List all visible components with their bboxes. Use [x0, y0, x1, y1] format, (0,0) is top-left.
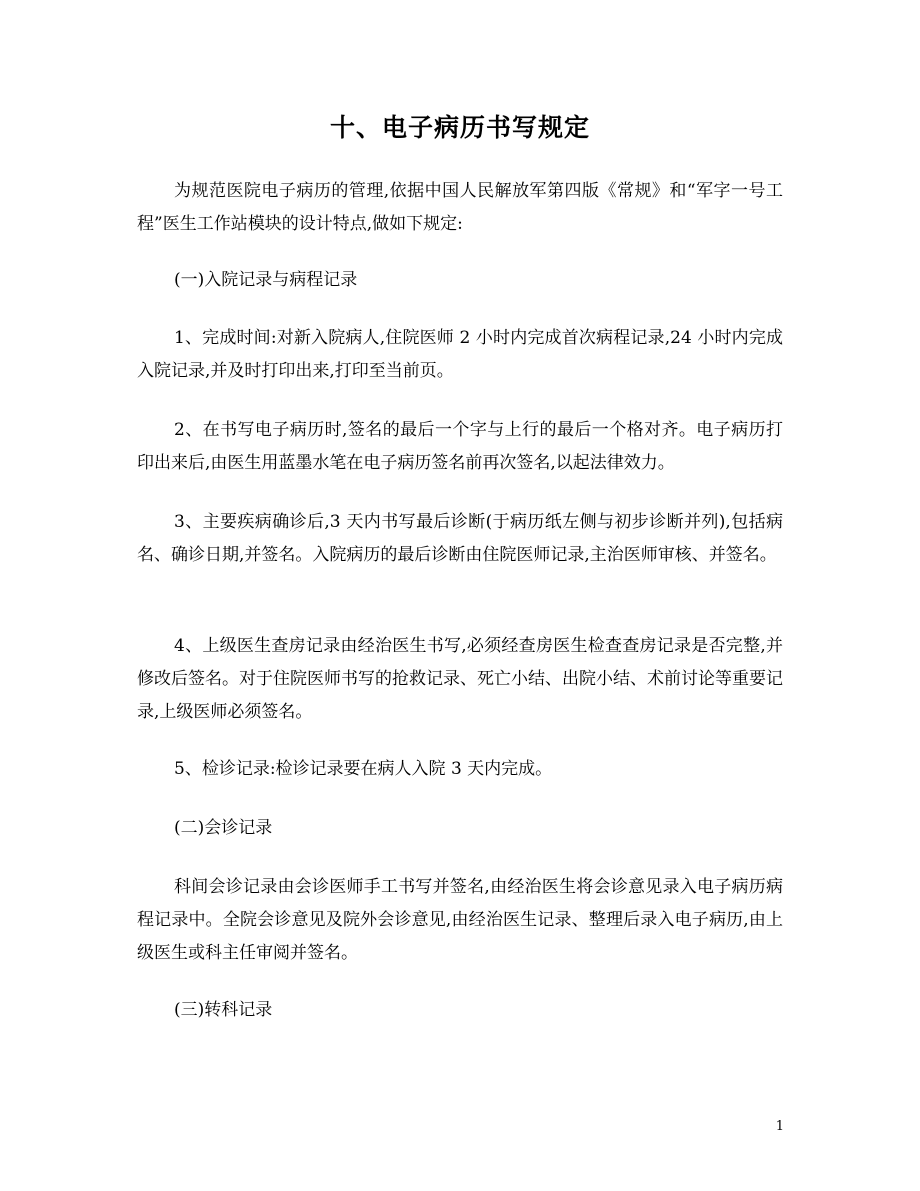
page-title: 十、电子病历书写规定	[329, 113, 590, 142]
rule-item-4: 4、上级医生查房记录由经治医生书写,必须经查房医生检查查房记录是否完整,并修改后签名。对于住院医师书写的抢救记录、死亡小结、出院小结、术前讨论等重要记录,上级医师必须签名。	[137, 636, 783, 722]
section-heading-consultation: (二)会诊记录	[174, 818, 273, 838]
intro-paragraph: 为规范医院电子病历的管理,依据中国人民解放军第四版《常规》和“军字一号工程”医生工作站模块的设计特点,做如下规定:	[137, 181, 783, 234]
rule-item-1: 1、完成时间:对新入院病人,住院医师 2 小时内完成首次病程记录,24 小时内完成入院记录,并及时打印出来,打印至当前页。	[137, 328, 783, 381]
rule-item-2: 2、在书写电子病历时,签名的最后一个字与上行的最后一个格对齐。电子病历打印出来后,由医生用蓝墨水笔在电子病历签名前再次签名,以起法律效力。	[137, 420, 783, 473]
section-heading-admission: (一)入院记录与病程记录	[174, 270, 358, 290]
section-heading-transfer: (三)转科记录	[174, 1000, 273, 1020]
rule-item-3: 3、主要疾病确诊后,3 天内书写最后诊断(于病历纸左侧与初步诊断并列),包括病名、确诊日期,并签名。入院病历的最后诊断由住院医师记录,主治医师审核、并签名。	[137, 512, 783, 565]
page-number: 1	[775, 1119, 784, 1134]
rule-item-5: 5、检诊记录:检诊记录要在病人入院 3 天内完成。	[174, 759, 553, 779]
consultation-paragraph: 科间会诊记录由会诊医师手工书写并签名,由经治医生将会诊意见录入电子病历病程记录中。全院会诊意见及院外会诊意见,由经治医生记录、整理后录入电子病历,由上级医生或科主任审阅并签名。	[137, 877, 783, 963]
